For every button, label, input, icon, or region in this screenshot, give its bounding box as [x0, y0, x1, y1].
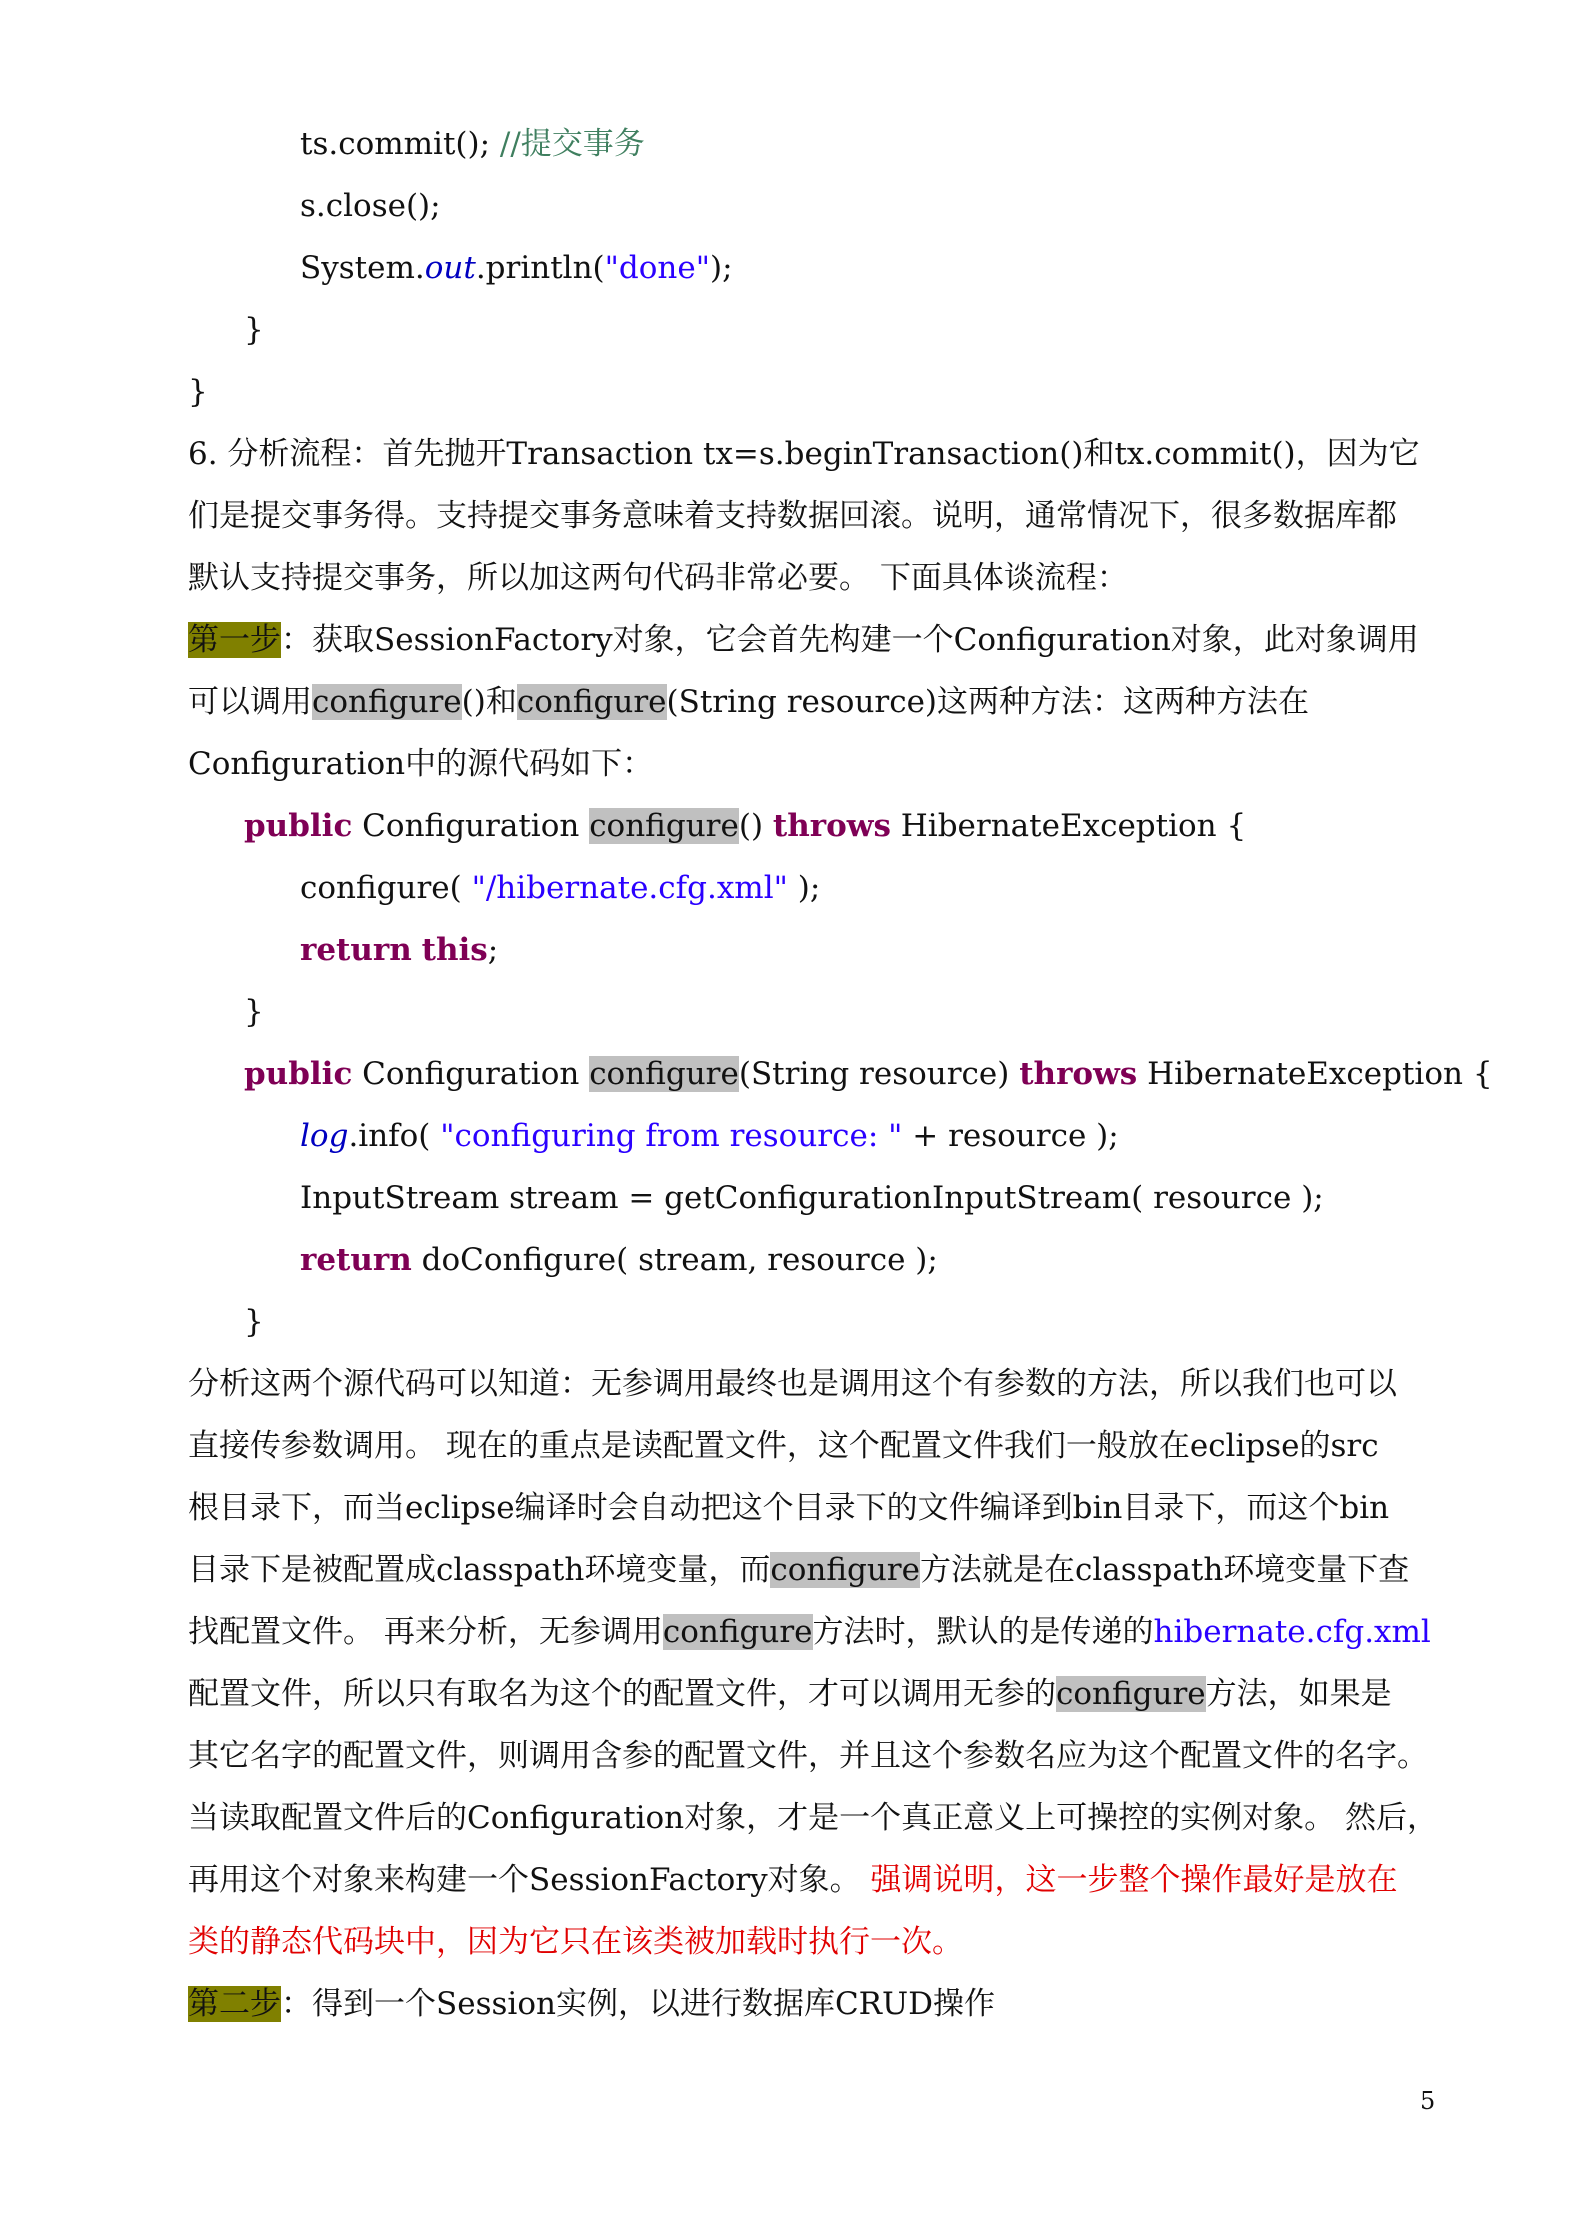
- paragraph-line: 分析这两个源代码可以知道：无参调用最终也是调用这个有参数的方法，所以我们也可以: [188, 1366, 1397, 1402]
- paragraph-line: 第一步：获取SessionFactory对象，它会首先构建一个Configuration对象，此对象调用: [188, 622, 1419, 658]
- step-label: 第二步: [188, 1986, 281, 2022]
- highlighted-term: configure: [312, 684, 462, 720]
- paragraph-line: 再用这个对象来构建一个SessionFactory对象。 强调说明，这一步整个操作最好是放在: [188, 1862, 1398, 1898]
- code-line: public Configuration configure(String resource) throws HibernateException {: [244, 1056, 1493, 1092]
- paragraph-line: 第二步：得到一个Session实例，以进行数据库CRUD操作: [188, 1986, 995, 2022]
- code-line: InputStream stream = getConfigurationInputStream( resource );: [300, 1180, 1324, 1216]
- code-line: System.out.println("done");: [300, 250, 733, 286]
- code-line: ts.commit(); //提交事务: [300, 126, 645, 162]
- paragraph-line: 可以调用configure()和configure(String resource)这两种方法：这两种方法在: [188, 684, 1310, 720]
- paragraph-line: 们是提交事务得。支持提交事务意味着支持数据回滚。说明，通常情况下，很多数据库都: [188, 498, 1397, 534]
- code-brace: }: [244, 312, 264, 348]
- paragraph-line: 根目录下，而当eclipse编译时会自动把这个目录下的文件编译到bin目录下，而这个bin: [188, 1490, 1390, 1526]
- emphasis-text: 强调说明，这一步整个操作最好是放在: [870, 1862, 1398, 1898]
- code-brace: }: [244, 994, 264, 1030]
- config-filename: hibernate.cfg.xml: [1153, 1614, 1431, 1650]
- paragraph-line: 其它名字的配置文件，则调用含参的配置文件，并且这个参数名应为这个配置文件的名字。: [188, 1738, 1428, 1774]
- code-line: public Configuration configure() throws HibernateException {: [244, 808, 1247, 844]
- highlighted-term: configure: [589, 1056, 739, 1092]
- paragraph-line: Configuration中的源代码如下：: [188, 746, 654, 782]
- code-line: configure( "/hibernate.cfg.xml" );: [300, 870, 821, 906]
- code-line: log.info( "configuring from resource: " + resource );: [300, 1118, 1119, 1154]
- paragraph-line: 直接传参数调用。 现在的重点是读配置文件，这个配置文件我们一般放在eclipse的src: [188, 1428, 1379, 1464]
- highlighted-term: configure: [589, 808, 739, 844]
- emphasis-text: 类的静态代码块中，因为它只在该类被加载时执行一次。: [188, 1924, 963, 1960]
- highlighted-term: configure: [516, 684, 667, 720]
- page-number: 5: [1420, 2087, 1436, 2115]
- code-line: return doConfigure( stream, resource );: [300, 1242, 938, 1278]
- paragraph-line: 找配置文件。 再来分析，无参调用configure方法时，默认的是传递的hibernate.cfg.xml: [188, 1614, 1431, 1650]
- highlighted-term: configure: [1056, 1676, 1206, 1712]
- paragraph-line: 6. 分析流程：首先抛开Transaction tx=s.beginTransaction()和tx.commit()，因为它: [188, 436, 1420, 472]
- code-brace: }: [188, 374, 208, 410]
- step-label: 第一步: [188, 622, 281, 658]
- highlighted-term: configure: [662, 1614, 813, 1650]
- paragraph-line: 当读取配置文件后的Configuration对象，才是一个真正意义上可操控的实例对象。 然后，: [188, 1800, 1438, 1836]
- paragraph-line: 默认支持提交事务，所以加这两句代码非常必要。 下面具体谈流程：: [188, 560, 1128, 596]
- highlighted-term: configure: [770, 1552, 920, 1588]
- code-comment: //提交事务: [499, 126, 645, 162]
- paragraph-line: 目录下是被配置成classpath环境变量，而configure方法就是在classpath环境变量下查: [188, 1552, 1410, 1588]
- code-brace: }: [244, 1304, 264, 1340]
- code-line: return this;: [300, 932, 499, 968]
- code-line: s.close();: [300, 188, 441, 224]
- paragraph-line: 配置文件，所以只有取名为这个的配置文件，才可以调用无参的configure方法，如果是: [188, 1676, 1392, 1712]
